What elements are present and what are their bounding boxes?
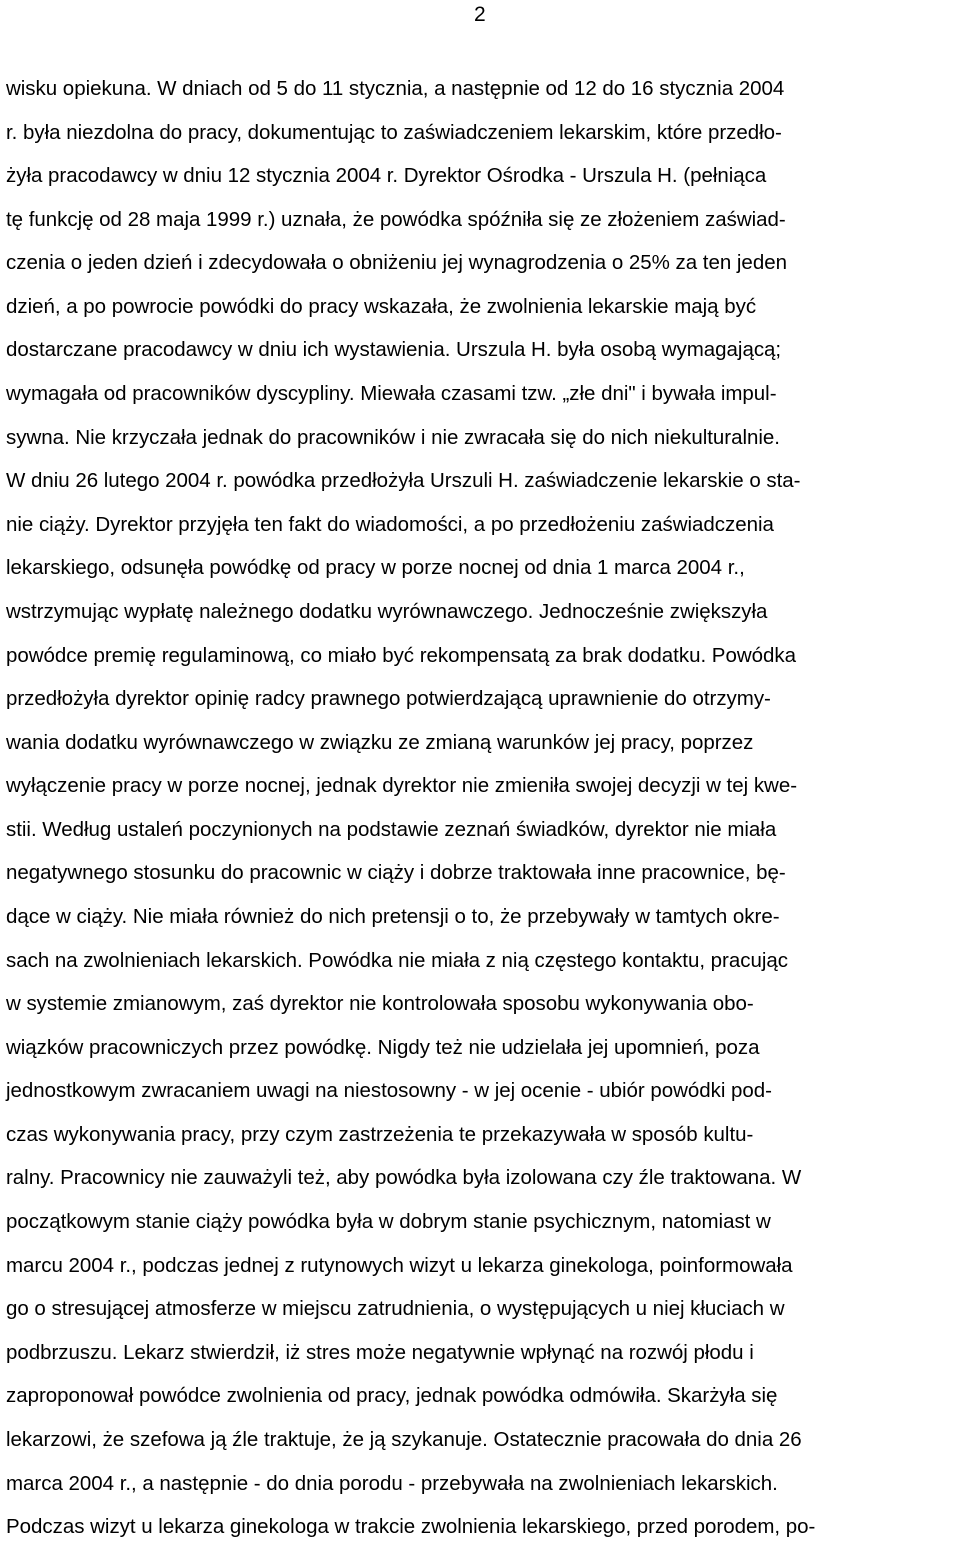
text-line: zaproponował powódce zwolnienia od pracy, jednak powódka odmówiła. Skarżyła się bbox=[6, 1384, 778, 1408]
text-line: marcu 2004 r., podczas jednej z rutynowych wizyt u lekarza ginekologa, poinformowała bbox=[6, 1253, 793, 1277]
text-line: podbrzuszu. Lekarz stwierdził, iż stres może negatywnie wpłynąć na rozwój płodu i bbox=[6, 1340, 754, 1364]
page-number: 2 bbox=[474, 3, 486, 26]
text-line: sach na zwolnieniach lekarskich. Powódka nie miała z nią częstego kontaktu, pracując bbox=[6, 948, 788, 972]
text-line: sywna. Nie krzyczała jednak do pracowników i nie zwracała się do nich niekulturalnie. bbox=[6, 425, 780, 449]
text-line: dzień, a po powrocie powódki do pracy wskazała, że zwolnienia lekarskie mają być bbox=[6, 294, 757, 318]
text-line: marca 2004 r., a następnie - do dnia porodu - przebywała na zwolnieniach lekarskich. bbox=[6, 1471, 778, 1495]
text-line: wiązków pracowniczych przez powódkę. Nigdy też nie udzielała jej upomnień, poza bbox=[6, 1035, 760, 1059]
text-line: go o stresującej atmosferze w miejscu zatrudnienia, o występujących u niej kłuciach w bbox=[6, 1297, 785, 1321]
text-line: jednostkowym zwracaniem uwagi na niestosowny - w jej ocenie - ubiór powódki pod- bbox=[6, 1079, 772, 1103]
text-line: r. była niezdolna do pracy, dokumentując to zaświadczeniem lekarskim, które przedło- bbox=[6, 120, 782, 144]
text-line: wisku opiekuna. W dniach od 5 do 11 stycznia, a następnie od 12 do 16 stycznia 2004 bbox=[6, 77, 785, 100]
text-line: czenia o jeden dzień i zdecydowała o obniżeniu jej wynagrodzenia o 25% za ten jeden bbox=[6, 251, 787, 275]
text-line: lekarzowi, że szefowa ją źle traktuje, że ją szykanuje. Ostatecznie pracowała do dnia 26 bbox=[6, 1427, 802, 1451]
text-line: wania dodatku wyrównawczego w związku ze zmianą warunków jej pracy, poprzez bbox=[6, 730, 754, 754]
text-line: Podczas wizyt u lekarza ginekologa w trakcie zwolnienia lekarskiego, przed porodem, po- bbox=[6, 1515, 816, 1539]
text-line: początkowym stanie ciąży powódka była w dobrym stanie psychicznym, natomiast w bbox=[6, 1210, 771, 1234]
text-line: tę funkcję od 28 maja 1999 r.) uznała, że powódka spóźniła się ze złożeniem zaświad- bbox=[6, 207, 786, 231]
text-line: przedłożyła dyrektor opinię radcy prawnego potwierdzającą uprawnienie do otrzymy- bbox=[6, 687, 771, 711]
text-line: wstrzymując wypłatę należnego dodatku wyrównawczego. Jednocześnie zwiększyła bbox=[6, 599, 768, 623]
text-line: ralny. Pracownicy nie zauważyli też, aby powódka była izolowana czy źle traktowana. W bbox=[6, 1166, 802, 1190]
text-line: dące w ciąży. Nie miała również do nich pretensji o to, że przebywały w tamtych okre- bbox=[6, 904, 780, 928]
text-line: powódce premię regulaminową, co miało być rekompensatą za brak dodatku. Powódka bbox=[6, 643, 796, 667]
text-line: wymagała od pracowników dyscypliny. Miewała czasami tzw. „złe dni" i bywała impul- bbox=[6, 382, 777, 406]
text-line: negatywnego stosunku do pracownic w ciąży i dobrze traktowała inne pracownice, bę- bbox=[6, 861, 786, 885]
text-line: w systemie zmianowym, zaś dyrektor nie kontrolowała sposobu wykonywania obo- bbox=[6, 992, 754, 1016]
text-line: lekarskiego, odsunęła powódkę od pracy w porze nocnej od dnia 1 marca 2004 r., bbox=[6, 556, 745, 580]
text-line: wyłączenie pracy w porze nocnej, jednak dyrektor nie zmieniła swojej decyzji w tej kwe- bbox=[6, 774, 798, 798]
text-line: dostarczane pracodawcy w dniu ich wystawienia. Urszula H. była osobą wymagającą; bbox=[6, 338, 782, 362]
text-line: stii. Według ustaleń poczynionych na podstawie zeznań świadków, dyrektor nie miała bbox=[6, 817, 777, 841]
text-line: W dniu 26 lutego 2004 r. powódka przedłożyła Urszuli H. zaświadczenie lekarskie o sta- bbox=[6, 469, 801, 493]
text-line: czas wykonywania pracy, przy czym zastrzeżenia te przekazywała w sposób kultu- bbox=[6, 1122, 754, 1146]
text-line: żyła pracodawcy w dniu 12 stycznia 2004 r. Dyrektor Ośrodka - Urszula H. (pełniąca bbox=[6, 164, 767, 188]
text-line: nie ciąży. Dyrektor przyjęła ten fakt do wiadomości, a po przedłożeniu zaświadczenia bbox=[6, 512, 774, 536]
body-text bbox=[6, 67, 956, 1549]
